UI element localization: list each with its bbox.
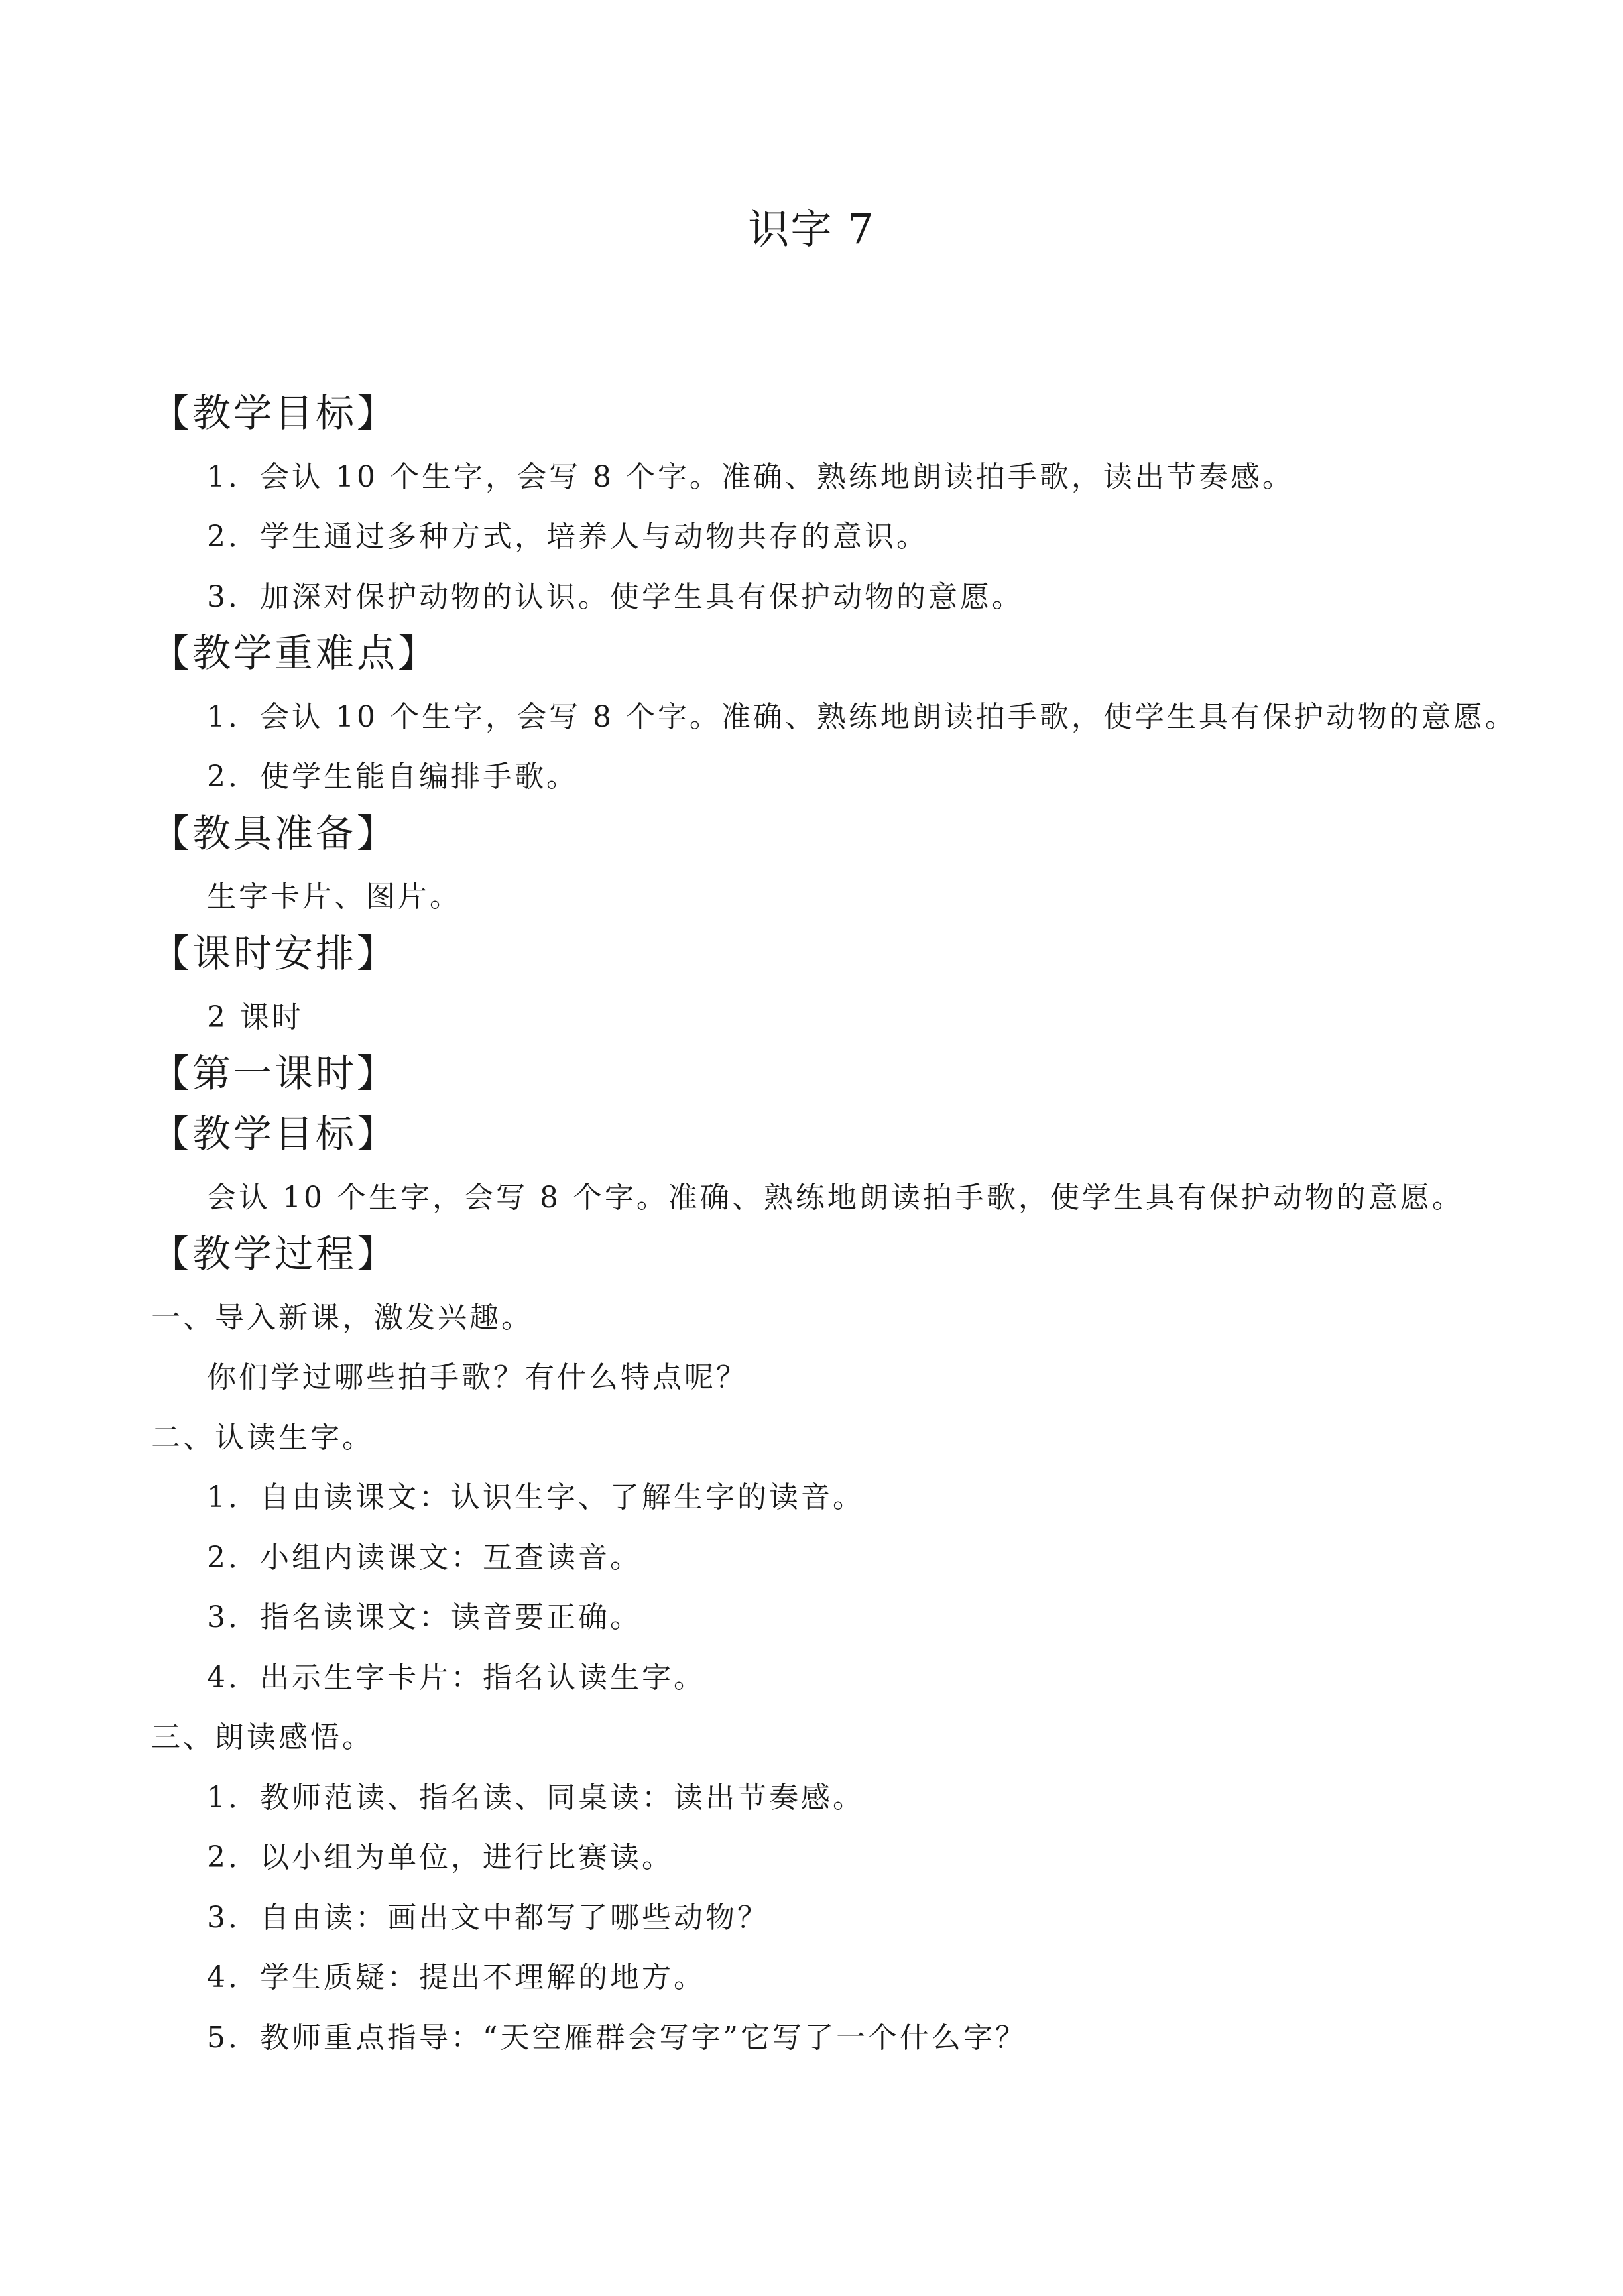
step-item: 3．自由读：画出文中都写了哪些动物？ xyxy=(207,1901,769,1935)
step-item: 2．以小组为单位，进行比赛读。 xyxy=(207,1841,674,1874)
step-item: 4．学生质疑：提出不理解的地方。 xyxy=(207,1961,705,1994)
objective-item: 1．会认 10 个生字，会写 8 个字。准确、熟练地朗读拍手歌，读出节奏感。 xyxy=(207,460,1294,494)
step-item: 1．教师范读、指名读、同桌读：读出节奏感。 xyxy=(207,1781,865,1815)
tools-text: 生字卡片、图片。 xyxy=(207,880,461,914)
schedule-heading: 【课时安排】 xyxy=(151,931,398,976)
objectives-heading: 【教学目标】 xyxy=(151,391,398,436)
schedule-text: 2 课时 xyxy=(207,1000,304,1034)
objective-item: 2．学生通过多种方式，培养人与动物共存的意识。 xyxy=(207,520,928,554)
step-title: 三、朗读感悟。 xyxy=(151,1721,374,1754)
page-title: 识字 7 xyxy=(748,205,875,253)
keypoints-heading: 【教学重难点】 xyxy=(151,631,440,676)
step-item: 3．指名读课文：读音要正确。 xyxy=(207,1601,642,1634)
step-text: 你们学过哪些拍手歌？有什么特点呢？ xyxy=(207,1360,748,1394)
keypoint-item: 1．会认 10 个生字，会写 8 个字。准确、熟练地朗读拍手歌，使学生具有保护动物的意愿。 xyxy=(207,700,1517,734)
step-item: 2．小组内读课文：互查读音。 xyxy=(207,1541,642,1575)
lesson-objective-text: 会认 10 个生字，会写 8 个字。准确、熟练地朗读拍手歌，使学生具有保护动物的意愿。 xyxy=(207,1181,1464,1215)
keypoint-item: 2．使学生能自编排手歌。 xyxy=(207,760,578,794)
process-heading: 【教学过程】 xyxy=(151,1231,398,1276)
step-item: 4．出示生字卡片：指名认读生字。 xyxy=(207,1661,705,1695)
step-item: 5．教师重点指导：“天空雁群会写字”它写了一个什么字？ xyxy=(207,2021,1027,2055)
step-title: 一、导入新课，激发兴趣。 xyxy=(151,1301,533,1335)
step-item: 1．自由读课文：认识生字、了解生字的读音。 xyxy=(207,1480,865,1514)
tools-heading: 【教具准备】 xyxy=(151,811,398,856)
step-title: 二、认读生字。 xyxy=(151,1421,374,1455)
objective-item: 3．加深对保护动物的认识。使学生具有保护动物的意愿。 xyxy=(207,580,1024,614)
first-lesson-heading: 【第一课时】 xyxy=(151,1051,398,1096)
lesson-objectives-heading: 【教学目标】 xyxy=(151,1111,398,1156)
